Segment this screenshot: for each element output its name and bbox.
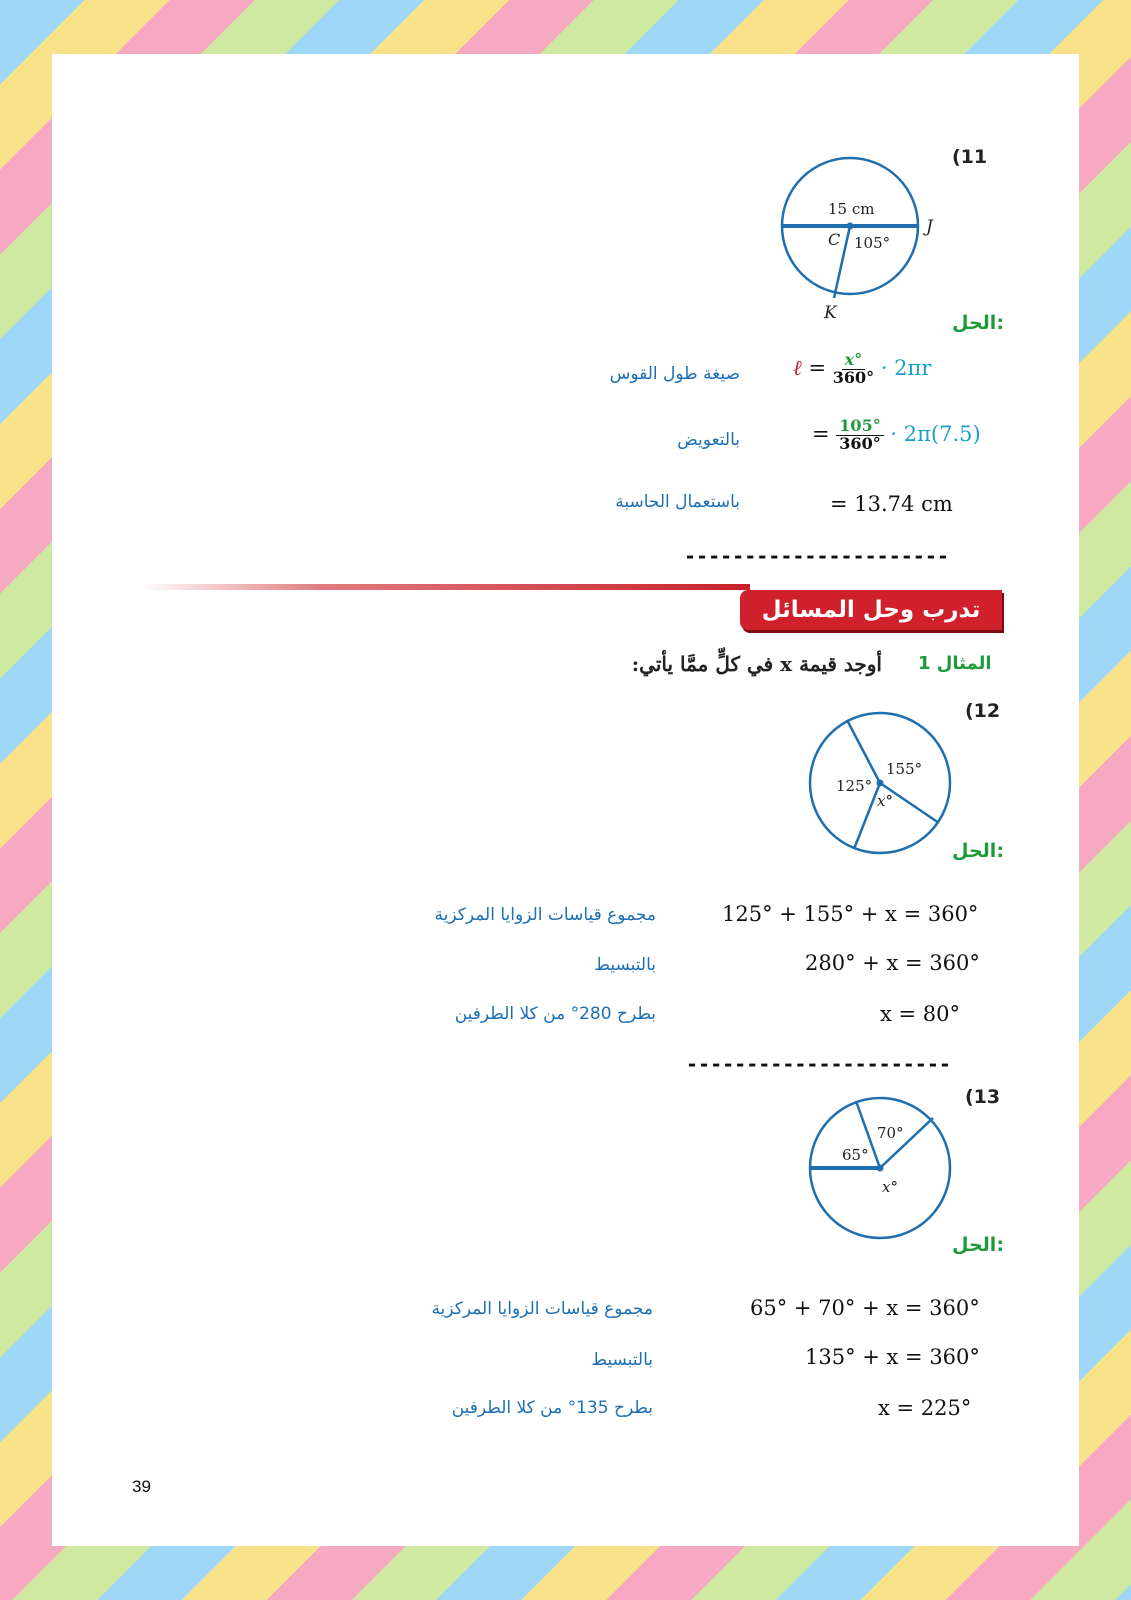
banner-line (140, 584, 750, 590)
q11-step-3: = 13.74 cm (830, 492, 953, 516)
q12-radius-1 (847, 720, 880, 783)
q12-circle-figure (800, 700, 960, 860)
q13-solution-label: الحل: (952, 1234, 1004, 1256)
q13-reason-3: بطرح 135° من كلا الطرفين (451, 1398, 653, 1418)
section-banner: تدرب وحل المسائل (740, 590, 1002, 630)
q11-center-dot (847, 223, 854, 230)
formula-rest: · 2πr (880, 355, 932, 380)
fraction-numerator: 105° (836, 418, 883, 436)
q13-circle-figure (800, 1086, 960, 1256)
q11-point-j: J (926, 217, 933, 237)
q11-center-label: C (828, 230, 841, 249)
q13-center-dot (877, 1165, 884, 1172)
q13-angle-x: x° (882, 1178, 898, 1196)
q11-solution-label: الحل: (952, 312, 1004, 334)
q12-reason-3: بطرح 280° من كلا الطرفين (454, 1004, 656, 1024)
q11-circle-figure (770, 140, 970, 330)
q12-angle-155: 155° (886, 760, 923, 778)
separator-1: ---------------------- (684, 544, 949, 568)
q12-reason-1: مجموع قياسات الزوايا المركزية (434, 905, 656, 925)
question-13-number: (13 (965, 1086, 1001, 1108)
example-label: المثال 1 (918, 653, 992, 674)
fraction (836, 418, 883, 453)
q11-point-k: K (824, 303, 837, 323)
q11-step-1 (793, 352, 931, 387)
fraction (833, 352, 874, 387)
q11-reason-2: بالتعويض (677, 430, 740, 450)
arc-length-symbol: ℓ (793, 355, 802, 380)
q12-reason-2: بالتبسيط (594, 955, 656, 975)
q11-angle-label: 105° (854, 234, 891, 252)
q13-angle-65: 65° (842, 1146, 869, 1164)
q11-reason-3: باستعمال الحاسبة (615, 492, 740, 512)
fraction-denominator: 360° (832, 367, 875, 387)
q12-step-1: 125° + 155° + x = 360° (722, 902, 979, 926)
q13-reason-1: مجموع قياسات الزوايا المركزية (431, 1299, 653, 1319)
separator-2: ---------------------- (686, 1052, 951, 1076)
formula-rest: · 2π(7.5) (890, 421, 981, 446)
example-instruction: أوجد قيمة x في كلٍّ ممَّا يأتي: (631, 652, 882, 676)
q12-angle-125: 125° (836, 777, 873, 795)
q11-step-2 (812, 418, 981, 453)
question-11-number: (11 (952, 146, 988, 168)
q13-step-1: 65° + 70° + x = 360° (750, 1296, 980, 1320)
fraction-numerator: x° (842, 352, 866, 370)
q12-center-dot (877, 780, 884, 787)
q13-step-3: x = 225° (878, 1396, 972, 1420)
equals-sign: = (808, 355, 827, 380)
q12-step-3: x = 80° (880, 1002, 961, 1026)
question-12-number: (12 (965, 700, 1001, 722)
q12-solution-label: الحل: (952, 840, 1004, 862)
q13-reason-2: بالتبسيط (591, 1350, 653, 1370)
q13-angle-70: 70° (877, 1124, 904, 1142)
equals-sign: = (812, 421, 830, 446)
q11-radius-label: 15 cm (828, 200, 875, 218)
q12-step-2: 280° + x = 360° (805, 951, 980, 975)
q11-reason-1: صيغة طول القوس (609, 364, 740, 384)
page-number: 39 (132, 1477, 151, 1496)
q12-angle-x: x° (877, 792, 893, 810)
fraction-denominator: 360° (839, 433, 881, 453)
q13-step-2: 135° + x = 360° (805, 1345, 980, 1369)
